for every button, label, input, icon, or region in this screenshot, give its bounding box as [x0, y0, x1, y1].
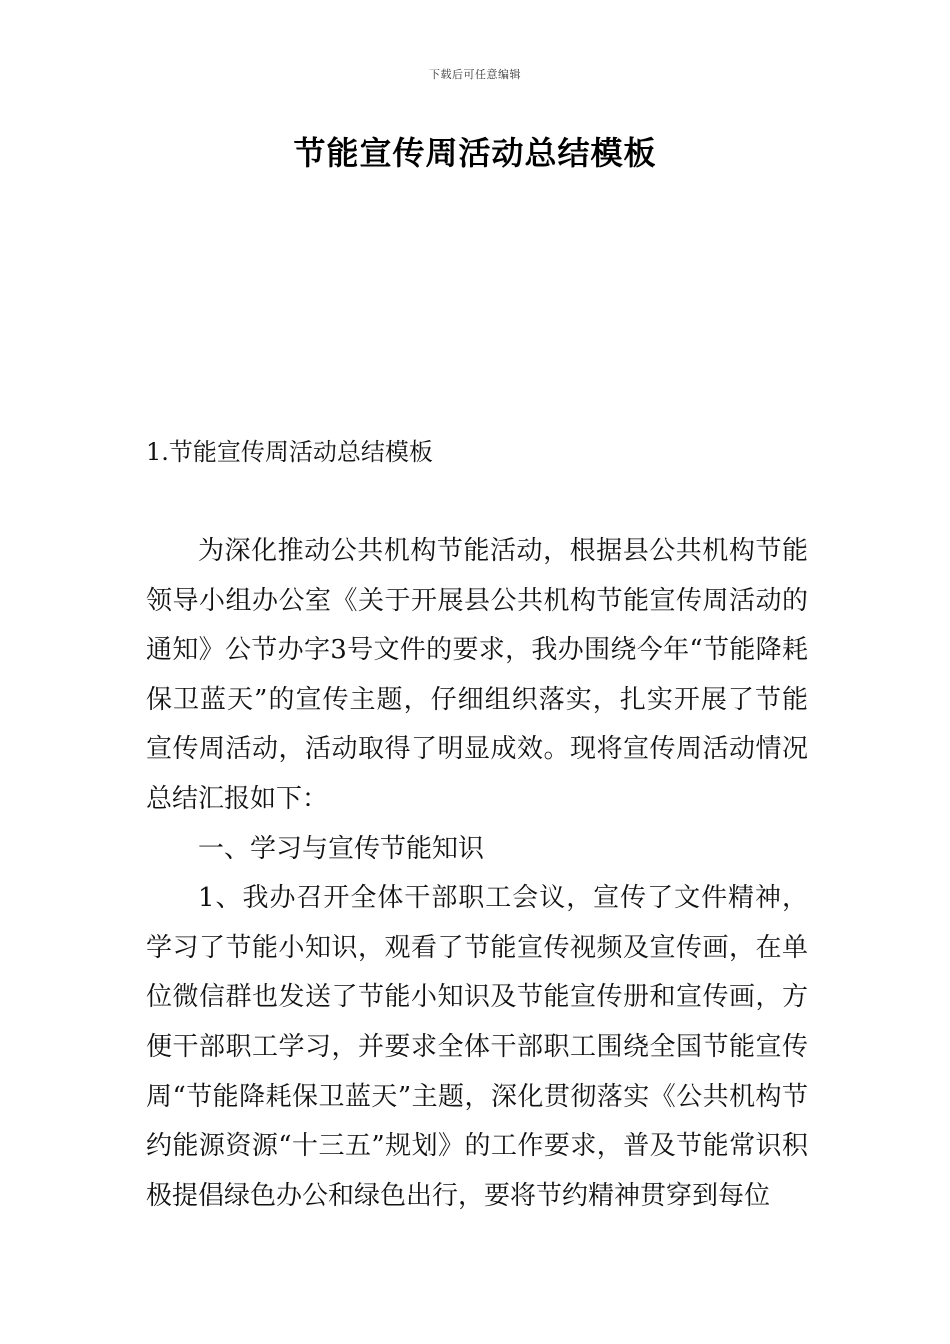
- document-title: 节能宣传周活动总结模板: [293, 134, 657, 172]
- section-heading: 1.节能宣传周活动总结模板: [146, 438, 433, 466]
- document-body: [146, 527, 808, 1221]
- paragraph-item-1: 1、我办召开全体干部职工会议，宣传了文件精神，学习了节能小知识，观看了节能宣传视频及宣传画，在单位微信群也发送了节能小知识及节能宣传册和宣传画，方便干部职工学习，并要求全体干部职工围绕全国节能宣传周“节能降耗保卫蓝天”主题，深化贯彻落实《公共机构节约能源资源“十三五”规划》的工作要求，普及节能常识积极提倡绿色办公和绿色出行，要将节约精神贯穿到每位: [146, 883, 808, 1211]
- header-note: 下载后可任意编辑: [429, 68, 521, 81]
- paragraph-subheading: 一、学习与宣传节能知识: [198, 833, 485, 864]
- paragraph-intro: 为深化推动公共机构节能活动，根据县公共机构节能领导小组办公室《关于开展县公共机构节能宣传周活动的通知》公节办字3号文件的要求，我办围绕今年“节能降耗保卫蓝天”的宣传主题，仔细组织落实，扎实开展了节能宣传周活动，活动取得了明显成效。现将宣传周活动情况总结汇报如下：: [146, 536, 808, 814]
